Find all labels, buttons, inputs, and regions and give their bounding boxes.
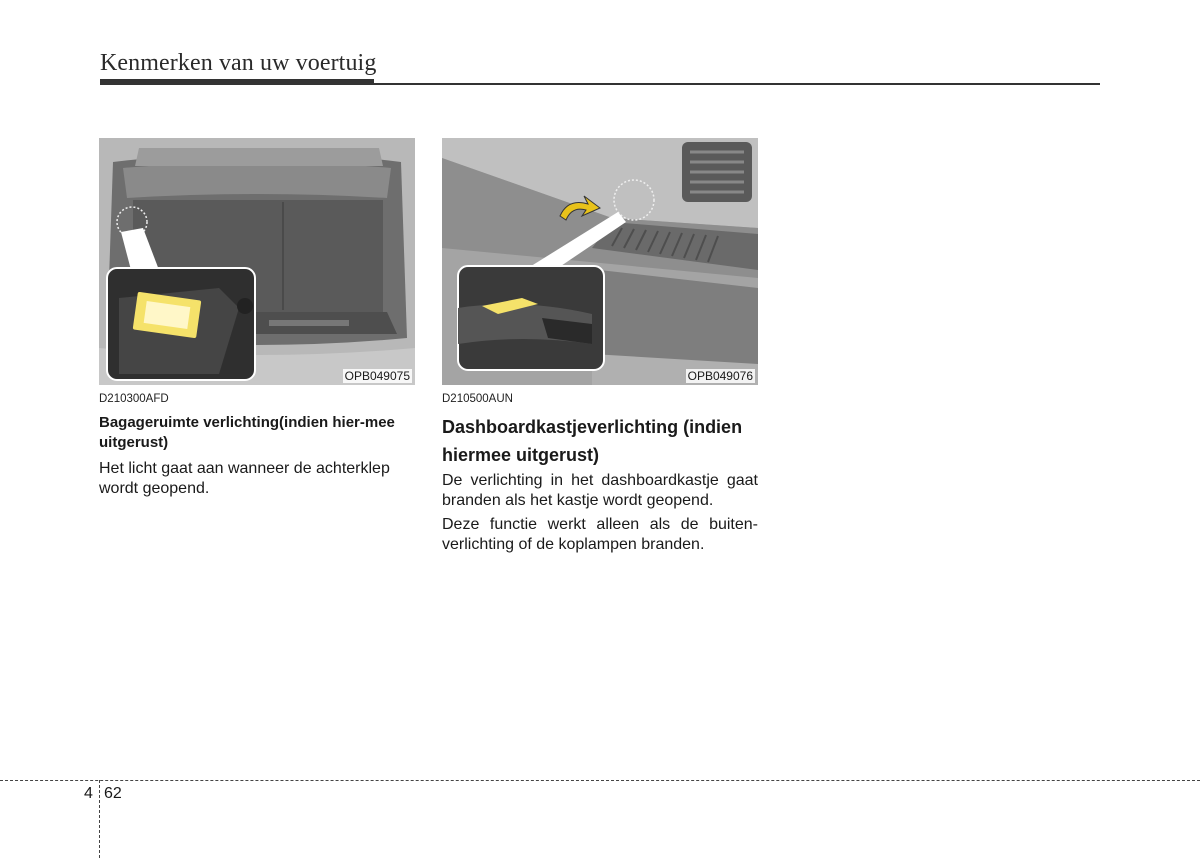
figure-code: OPB049075 (344, 369, 410, 383)
section-paragraph: Deze functie werkt alleen als de buiten-verlichting of de koplampen branden. (442, 516, 758, 553)
chapter-title: Kenmerken van uw voertuig (100, 50, 377, 76)
footer-rule (0, 780, 1200, 781)
footer-divider (99, 780, 100, 858)
section-code: D210500AUN (442, 393, 513, 405)
section-heading: Dashboardkastjeverlichting (indien hiermee uitgerust) (442, 417, 743, 465)
section-body: Het licht gaat aan wanneer de achterklep wordt geopend. (99, 460, 390, 497)
page-number: 62 (104, 785, 122, 802)
section-heading: Bagageruimte verlichting(indien hier-mee uitgerust) (99, 414, 395, 451)
glove-box-illustration (442, 138, 758, 385)
luggage-compartment-illustration (99, 138, 415, 385)
section-code: D210300AFD (99, 393, 169, 405)
glove-box-light-section (442, 392, 758, 555)
chapter-number: 4 (84, 785, 93, 802)
luggage-light-section (99, 392, 415, 499)
section-paragraph: De verlichting in het dashboardkastje gaat branden als het kastje wordt geopend. (442, 472, 758, 509)
figure-code: OPB049076 (687, 369, 753, 383)
header-rule (100, 83, 1100, 85)
